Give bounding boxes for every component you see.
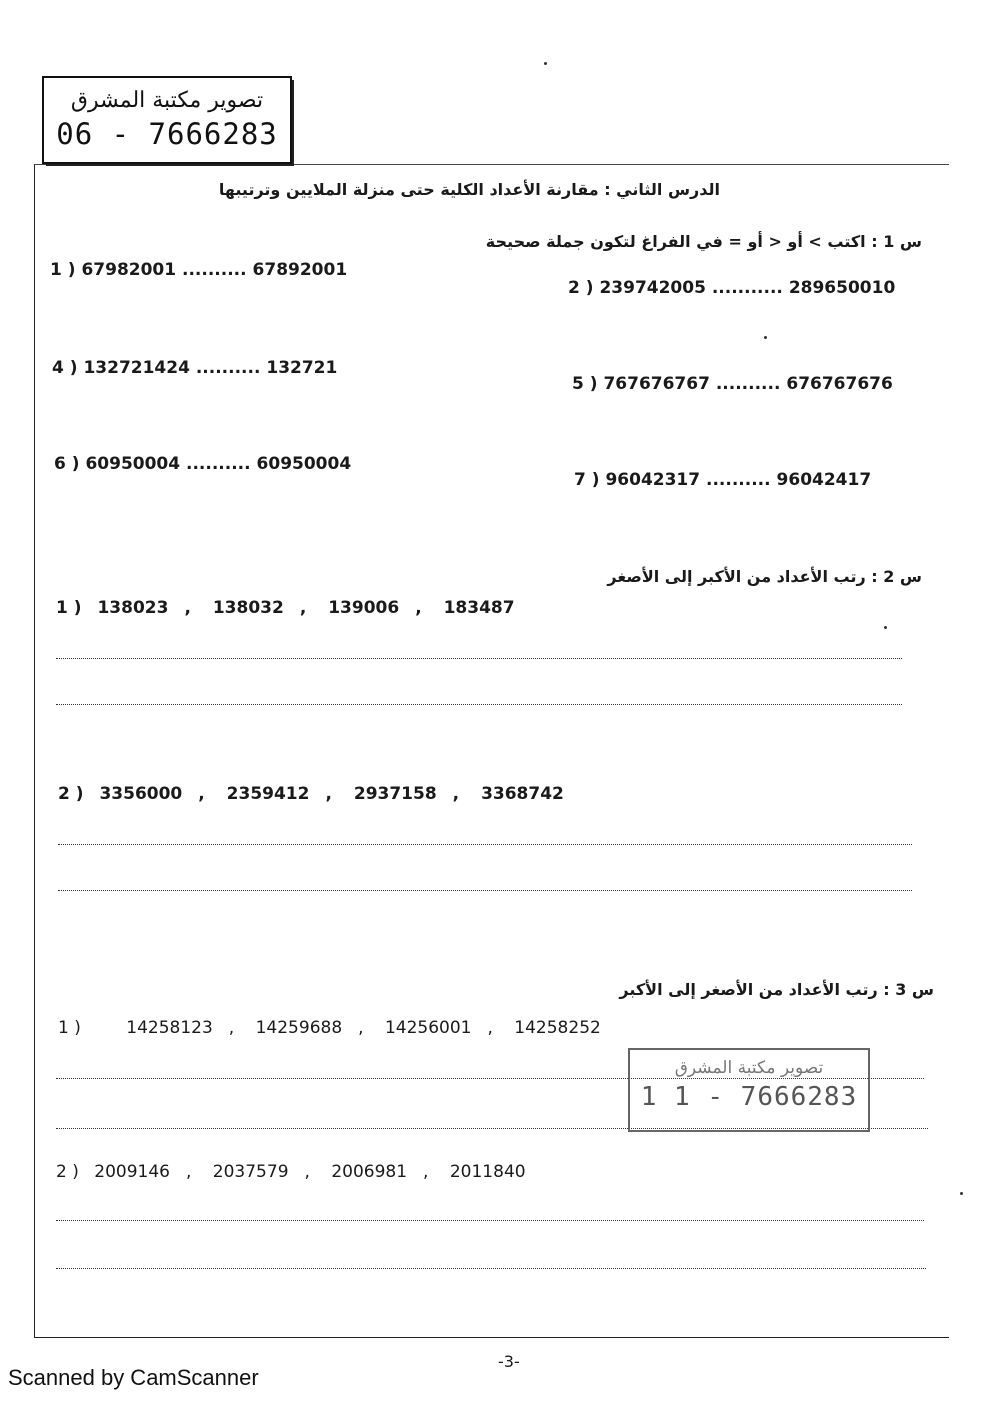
number: 2006981	[331, 1162, 408, 1182]
stamp-phone: 1 1 - 7666283	[640, 1082, 858, 1112]
number-a: 239742005	[599, 278, 706, 298]
number: 2011840	[449, 1162, 526, 1182]
answer-blank: ..........	[182, 260, 247, 280]
scan-speck	[960, 1192, 963, 1195]
item-label: 5 )	[572, 374, 598, 394]
number: 2009146	[94, 1162, 170, 1182]
item-label: 7 )	[574, 470, 600, 490]
q1-item-1	[50, 260, 347, 280]
q2-item-1: 1 ) 138023 , 138032 , 139006 , 183487	[56, 598, 515, 618]
number: 2359412	[226, 784, 310, 804]
number: 3356000	[99, 784, 183, 804]
faded-library-stamp	[628, 1048, 870, 1132]
number: 3368742	[481, 784, 564, 804]
number: 138023	[97, 598, 169, 618]
number-b: 289650010	[788, 278, 896, 298]
scanner-watermark: Scanned by CamScanner	[8, 1365, 259, 1390]
number: 2937158	[353, 784, 437, 804]
scan-speck	[884, 626, 887, 629]
library-stamp	[42, 76, 292, 164]
number-a: 60950004	[85, 454, 181, 474]
q1-item-2	[568, 278, 895, 298]
number: 139006	[328, 598, 400, 618]
answer-blank: ..........	[186, 454, 251, 474]
lesson-title: الدرس الثاني : مقارنة الأعداد الكلية حتى منزلة الملايين وترتيبها	[218, 180, 720, 199]
item-label: 2 )	[56, 1162, 79, 1182]
number: 14258252	[514, 1018, 601, 1038]
number: 14256001	[384, 1018, 472, 1038]
q3-item-2: 2 ) 2009146 , 2037579 , 2006981 , 2011840	[56, 1162, 526, 1182]
stamp-name: تصوير مكتبة المشرق	[674, 1058, 824, 1078]
number-b: 132721	[266, 358, 338, 378]
answer-blank: ..........	[706, 470, 771, 490]
q1-item-7	[574, 470, 871, 490]
item-label: 1 )	[56, 598, 82, 618]
q3-heading: س 3 : رتب الأعداد من الأصغر إلى الأكبر	[619, 980, 934, 999]
q2-heading: س 2 : رتب الأعداد من الأكبر إلى الأصغر	[607, 567, 922, 586]
stamp-name: تصوير مكتبة المشرق	[70, 88, 264, 113]
answer-blank: ...........	[711, 278, 783, 298]
scan-speck	[764, 336, 767, 339]
stamp-phone: 06 - 7666283	[56, 117, 278, 151]
answer-blank: ..........	[195, 358, 261, 378]
q1-item-5	[572, 374, 893, 394]
q1-item-6	[54, 454, 351, 474]
number: 183487	[443, 598, 515, 618]
answer-line	[58, 890, 912, 891]
answer-line	[56, 1220, 924, 1221]
page-number: -3-	[498, 1352, 520, 1371]
answer-line	[56, 1268, 926, 1269]
answer-line	[58, 844, 912, 845]
q1-heading: س 1 : اكتب > أو < أو = في الفراغ لتكون جملة صحيحة	[485, 232, 922, 251]
number: 138032	[212, 598, 284, 618]
q1-item-4	[52, 358, 337, 378]
item-label: 2 )	[58, 784, 84, 804]
number: 14259688	[255, 1018, 343, 1038]
q3-item-1: 1 ) 14258123 , 14259688 , 14256001 , 14258252	[58, 1018, 601, 1038]
item-label: 1 )	[58, 1018, 81, 1038]
item-label: 6 )	[54, 454, 80, 474]
number-a: 96042317	[605, 470, 701, 490]
number-b: 676767676	[786, 374, 893, 394]
number-b: 60950004	[256, 454, 352, 474]
number-b: 67892001	[252, 260, 348, 280]
number-a: 132721424	[83, 358, 190, 378]
item-label: 2 )	[568, 278, 594, 298]
item-label: 1 )	[50, 260, 76, 280]
item-label: 4 )	[52, 358, 78, 378]
answer-line	[56, 658, 902, 659]
number-a: 767676767	[603, 374, 710, 394]
answer-blank: ..........	[715, 374, 781, 394]
scan-speck	[544, 62, 547, 65]
q2-item-2: 2 ) 3356000 , 2359412 , 2937158 , 3368742	[58, 784, 564, 804]
number-b: 96042417	[776, 470, 872, 490]
answer-line	[56, 704, 902, 705]
number: 2037579	[212, 1162, 289, 1182]
number: 14258123	[126, 1018, 213, 1038]
number-a: 67982001	[81, 260, 177, 280]
